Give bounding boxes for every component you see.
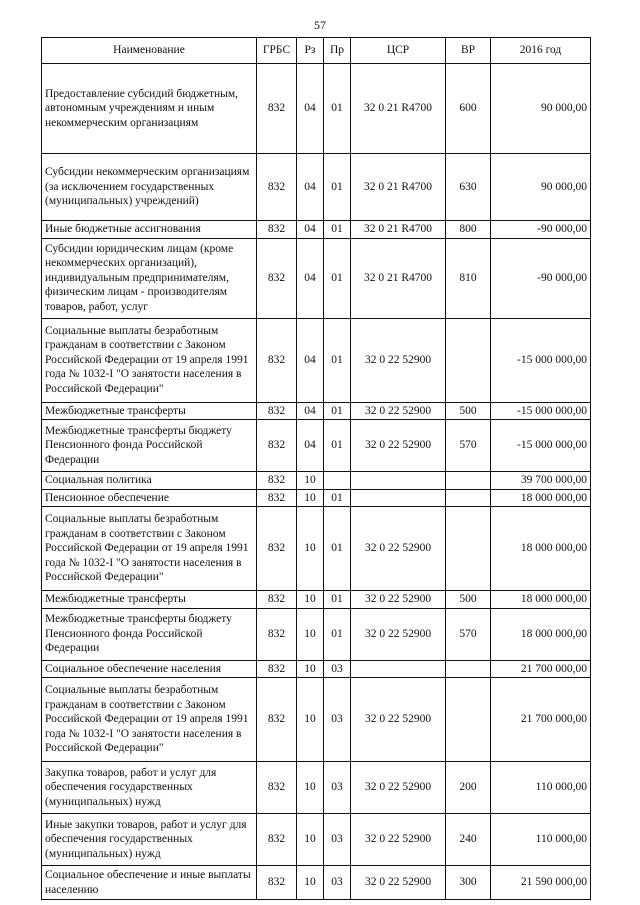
- row-pr: [324, 472, 351, 490]
- row-sum: 21 590 000,00: [491, 866, 591, 900]
- row-name: Межбюджетные трансферты бюджету Пенсионного фонда Российской Федерации: [42, 608, 257, 660]
- row-vr: 500: [446, 591, 491, 609]
- row-rz: 04: [297, 420, 324, 472]
- row-vr: 200: [446, 762, 491, 814]
- row-rz: 10: [297, 866, 324, 900]
- table-row: [42, 678, 591, 762]
- row-grbs: 832: [257, 814, 297, 866]
- row-csr: 32 0 22 52900: [351, 762, 446, 814]
- row-pr: 03: [324, 866, 351, 900]
- table-row: [42, 402, 591, 420]
- row-rz: 04: [297, 64, 324, 154]
- header-name: Наименование: [42, 38, 257, 64]
- row-rz: 10: [297, 507, 324, 591]
- page-number: 57: [314, 18, 326, 32]
- row-pr: 01: [324, 591, 351, 609]
- row-vr: 500: [446, 402, 491, 420]
- row-name: Социальная политика: [42, 472, 257, 490]
- row-rz: 10: [297, 489, 324, 507]
- row-name: Социальное обеспечение населения: [42, 660, 257, 678]
- row-name: Межбюджетные трансферты: [42, 591, 257, 609]
- table-row: [42, 154, 591, 221]
- table-row: [42, 866, 591, 900]
- row-vr: [446, 660, 491, 678]
- row-rz: 10: [297, 660, 324, 678]
- row-name: Иные закупки товаров, работ и услуг для обеспечения государственных (муниципальных) нужд: [42, 814, 257, 866]
- table-row: [42, 660, 591, 678]
- row-pr: 01: [324, 489, 351, 507]
- row-name: Пенсионное обеспечение: [42, 489, 257, 507]
- row-csr: 32 0 22 52900: [351, 507, 446, 591]
- row-grbs: 832: [257, 318, 297, 402]
- header-sum: 2016 год: [491, 38, 591, 64]
- row-sum: 90 000,00: [491, 154, 591, 221]
- header-grbs: ГРБС: [257, 38, 297, 64]
- row-pr: 01: [324, 507, 351, 591]
- row-rz: 04: [297, 221, 324, 239]
- row-vr: 240: [446, 814, 491, 866]
- row-csr: 32 0 21 R4700: [351, 154, 446, 221]
- table-row: [42, 238, 591, 318]
- row-grbs: 832: [257, 221, 297, 239]
- row-csr: 32 0 22 52900: [351, 814, 446, 866]
- header-csr: ЦСР: [351, 38, 446, 64]
- table-row: [42, 489, 591, 507]
- row-grbs: 832: [257, 64, 297, 154]
- row-vr: 810: [446, 238, 491, 318]
- row-rz: 10: [297, 678, 324, 762]
- row-pr: 01: [324, 420, 351, 472]
- row-vr: 300: [446, 866, 491, 900]
- row-sum: 110 000,00: [491, 762, 591, 814]
- row-grbs: 832: [257, 660, 297, 678]
- row-rz: 04: [297, 238, 324, 318]
- row-vr: [446, 678, 491, 762]
- row-sum: -90 000,00: [491, 221, 591, 239]
- row-name: Межбюджетные трансферты бюджету Пенсионного фонда Российской Федерации: [42, 420, 257, 472]
- row-vr: 800: [446, 221, 491, 239]
- table-row: [42, 762, 591, 814]
- row-csr: 32 0 22 52900: [351, 318, 446, 402]
- row-sum: -15 000 000,00: [491, 420, 591, 472]
- row-grbs: 832: [257, 507, 297, 591]
- table-row: [42, 221, 591, 239]
- row-sum: -15 000 000,00: [491, 318, 591, 402]
- row-csr: [351, 472, 446, 490]
- table-row: [42, 507, 591, 591]
- row-csr: 32 0 22 52900: [351, 678, 446, 762]
- row-vr: 630: [446, 154, 491, 221]
- row-grbs: 832: [257, 154, 297, 221]
- table-row: [42, 591, 591, 609]
- table-row: [42, 64, 591, 154]
- table-row: [42, 472, 591, 490]
- table-row: [42, 420, 591, 472]
- header-vr: ВР: [446, 38, 491, 64]
- row-sum: 18 000 000,00: [491, 489, 591, 507]
- row-grbs: 832: [257, 420, 297, 472]
- row-name: Закупка товаров, работ и услуг для обеспечения государственных (муниципальных) нужд: [42, 762, 257, 814]
- row-grbs: 832: [257, 678, 297, 762]
- row-vr: [446, 507, 491, 591]
- header-row: [42, 38, 591, 64]
- row-csr: [351, 660, 446, 678]
- row-sum: 21 700 000,00: [491, 678, 591, 762]
- row-csr: 32 0 22 52900: [351, 402, 446, 420]
- row-rz: 10: [297, 472, 324, 490]
- row-csr: 32 0 22 52900: [351, 420, 446, 472]
- row-pr: 03: [324, 678, 351, 762]
- row-sum: 18 000 000,00: [491, 591, 591, 609]
- row-rz: 10: [297, 608, 324, 660]
- row-name: Межбюджетные трансферты: [42, 402, 257, 420]
- row-pr: 01: [324, 64, 351, 154]
- row-rz: 04: [297, 154, 324, 221]
- row-csr: 32 0 21 R4700: [351, 221, 446, 239]
- row-grbs: 832: [257, 608, 297, 660]
- row-sum: 110 000,00: [491, 814, 591, 866]
- row-grbs: 832: [257, 591, 297, 609]
- row-pr: 01: [324, 608, 351, 660]
- row-pr: 01: [324, 402, 351, 420]
- row-csr: 32 0 22 52900: [351, 591, 446, 609]
- row-name: Предоставление субсидий бюджетным, автономным учреждениям и иным некоммерческим организациям: [42, 64, 257, 154]
- row-csr: [351, 489, 446, 507]
- row-rz: 10: [297, 762, 324, 814]
- row-name: Социальные выплаты безработным гражданам в соответствии с Законом Российской Федерации от 19 апреля 1991 года № 1032-I "О занятости населения в Российской Федерации": [42, 507, 257, 591]
- table-row: [42, 608, 591, 660]
- row-vr: [446, 472, 491, 490]
- row-pr: 01: [324, 221, 351, 239]
- budget-table: [41, 37, 591, 900]
- table-row: [42, 814, 591, 866]
- row-sum: 18 000 000,00: [491, 608, 591, 660]
- row-name: Субсидии юридическим лицам (кроме некоммерческих организаций), индивидуальным предпринимателям, физическим лицам - производителям товаров, работ, услуг: [42, 238, 257, 318]
- row-name: Субсидии некоммерческим организациям (за исключением государственных (муниципальных) учреждений): [42, 154, 257, 221]
- row-grbs: 832: [257, 762, 297, 814]
- row-sum: -15 000 000,00: [491, 402, 591, 420]
- row-pr: 03: [324, 762, 351, 814]
- row-vr: 570: [446, 420, 491, 472]
- header-rz: Рз: [297, 38, 324, 64]
- row-sum: 90 000,00: [491, 64, 591, 154]
- row-csr: 32 0 21 R4700: [351, 238, 446, 318]
- row-csr: 32 0 21 R4700: [351, 64, 446, 154]
- row-grbs: 832: [257, 866, 297, 900]
- row-name: Социальное обеспечение и иные выплаты населению: [42, 866, 257, 900]
- row-rz: 04: [297, 402, 324, 420]
- row-pr: 03: [324, 660, 351, 678]
- row-pr: 03: [324, 814, 351, 866]
- row-csr: 32 0 22 52900: [351, 866, 446, 900]
- row-rz: 10: [297, 591, 324, 609]
- row-rz: 10: [297, 814, 324, 866]
- row-vr: 600: [446, 64, 491, 154]
- table-row: [42, 318, 591, 402]
- row-grbs: 832: [257, 238, 297, 318]
- row-name: Иные бюджетные ассигнования: [42, 221, 257, 239]
- header-pr: Пр: [324, 38, 351, 64]
- row-pr: 01: [324, 318, 351, 402]
- row-vr: 570: [446, 608, 491, 660]
- row-csr: 32 0 22 52900: [351, 608, 446, 660]
- row-vr: [446, 318, 491, 402]
- row-grbs: 832: [257, 472, 297, 490]
- row-sum: 18 000 000,00: [491, 507, 591, 591]
- row-sum: 21 700 000,00: [491, 660, 591, 678]
- row-sum: 39 700 000,00: [491, 472, 591, 490]
- row-grbs: 832: [257, 489, 297, 507]
- row-pr: 01: [324, 154, 351, 221]
- row-name: Социальные выплаты безработным гражданам в соответствии с Законом Российской Федерации от 19 апреля 1991 года № 1032-I "О занятости населения в Российской Федерации": [42, 678, 257, 762]
- row-name: Социальные выплаты безработным гражданам в соответствии с Законом Российской Федерации от 19 апреля 1991 года № 1032-I "О занятости населения в Российской Федерации": [42, 318, 257, 402]
- row-grbs: 832: [257, 402, 297, 420]
- row-pr: 01: [324, 238, 351, 318]
- row-rz: 04: [297, 318, 324, 402]
- row-sum: -90 000,00: [491, 238, 591, 318]
- row-vr: [446, 489, 491, 507]
